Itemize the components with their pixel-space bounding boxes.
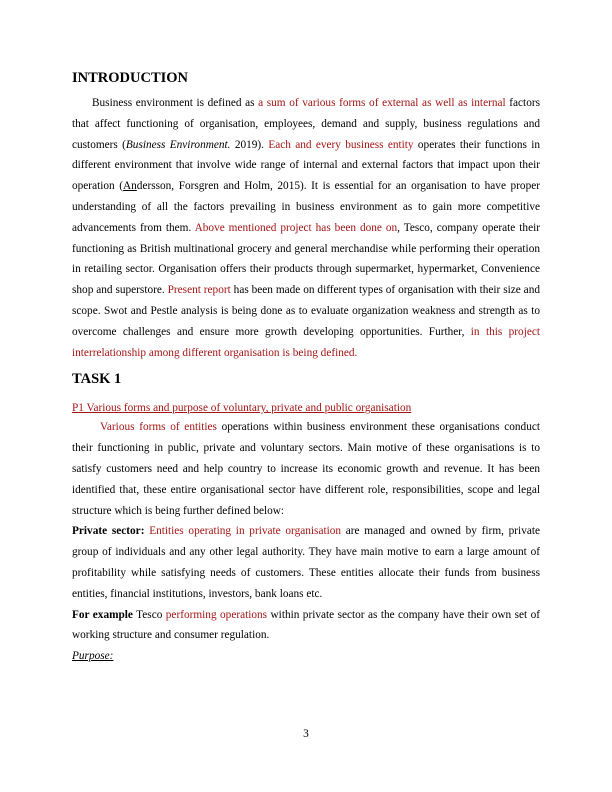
- intro-highlight-1: a sum of various forms of external as well as internal: [258, 97, 506, 109]
- forms-text: operations within business environment these organisations conduct their functioning in public, private and voluntary sectors. Main motive of these organisations is to satisfy customers need and help country to increase its economic growth and revenue. It has been identified that, these entire organisational sector have different role, responsibilities, scope and legal structure which is being further defined below:: [72, 421, 540, 517]
- purpose-label: Purpose:: [72, 650, 114, 663]
- forms-paragraph: [72, 417, 540, 521]
- example-highlight: performing operations: [165, 608, 268, 621]
- private-sector-highlight: Entities operating in private organisation: [144, 525, 342, 538]
- intro-text-2: factors that affect functioning of organisation, employees, demand and supply, business regulations and customers (: [72, 97, 540, 151]
- private-sector-text: are managed and owned by firm, private group of individuals and any other legal authority. They have main motive to earn a large amount of profitability while satisfying needs of customers. These entities allocate their funds from business entities, financial institutions, investors, bank loans etc.: [72, 525, 541, 600]
- introduction-paragraph: [72, 93, 540, 363]
- example-text-b: within private sector as the company have their own set of working structure and consumer regulation.: [72, 608, 541, 642]
- private-sector-paragraph: [72, 521, 540, 604]
- intro-underlined-an: An: [122, 180, 137, 193]
- intro-text-6: , Tesco, company operate their functioning as British multinational grocery and general merchandise while performing their operation in retailing sector. Organisation offers their products through supermarket, hypermarket, Convenience shop and superstore.: [72, 221, 540, 297]
- intro-highlight-2: Each and every business entity: [268, 138, 414, 151]
- example-text-a: Tesco: [132, 608, 166, 621]
- intro-text-7: has been made on different types of organisation with their size and scope. Swot and Pestle analysis is being done as to evaluate organization weakness and strength as to overcome challenges and ensure more growth developing opportunities. Further,: [72, 284, 540, 338]
- document-page: [72, 70, 540, 667]
- intro-citation-title: Business Environment.: [125, 138, 231, 151]
- intro-text-5: dersson, Forsgren and Holm, 2015). It is essential for an organisation to have proper understanding of all the factors prevailing in business environment as to gain more competitive advancements from them.: [72, 180, 540, 234]
- forms-highlight: Various forms of entities: [100, 421, 217, 434]
- page-number: 3: [303, 728, 309, 740]
- intro-text-1: Business environment is defined as: [92, 97, 259, 109]
- example-label: For example: [72, 608, 133, 621]
- example-paragraph: [72, 605, 540, 647]
- intro-highlight-3: Above mentioned project has been done on: [194, 221, 398, 234]
- task1-subheading-text: P1 Various forms and purpose of voluntary, private and public organisation: [72, 402, 412, 415]
- intro-highlight-5: in this project interrelationship among different organisation is being defined.: [72, 325, 541, 359]
- intro-text-4: operates their functions in different environment that involve wide range of internal and external factors that impact upon their operation (: [72, 138, 540, 193]
- task1-subheading: [72, 398, 540, 416]
- private-sector-label: Private sector:: [72, 525, 145, 538]
- purpose-label-line: [72, 646, 540, 667]
- intro-text-3: 2019).: [230, 138, 269, 151]
- intro-highlight-4: Present report: [167, 284, 231, 297]
- introduction-heading: INTRODUCTION: [72, 70, 189, 86]
- task1-heading: TASK 1: [72, 371, 122, 388]
